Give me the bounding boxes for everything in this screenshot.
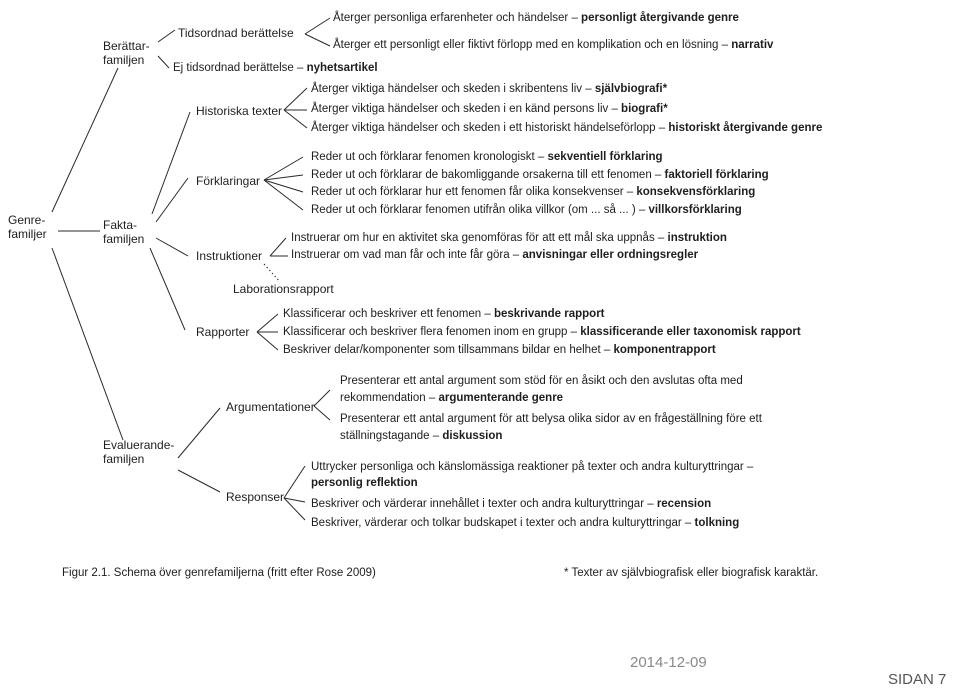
entry-klassificerande-rapport: Klassificerar och beskriver flera fenomen inom en grupp – klassificerande eller taxonomisk rapport xyxy=(283,326,801,338)
entry-biografi: Återger viktiga händelser och skeden i en känd persons liv – biografi* xyxy=(311,103,668,115)
entry-historiskt-atergivande: Återger viktiga händelser och skeden i ett historiskt händelseförlopp – historiskt återgivande genre xyxy=(311,122,823,134)
entry-faktoriell-forklaring: Reder ut och förklarar de bakomliggande orsakerna till ett fenomen – faktoriell förklaring xyxy=(311,169,769,181)
entry-anvisningar: Instruerar om vad man får och inte får göra – anvisningar eller ordningsregler xyxy=(291,249,699,261)
entry-recension: Beskriver och värderar innehållet i texter och andra kulturyttringar – recension xyxy=(311,498,712,510)
entry-personligt-atergivande: Återger personliga erfarenheter och händelser – personligt återgivande genre xyxy=(333,12,739,24)
page-number: SIDAN 7 xyxy=(888,671,947,688)
subgroup-forklaringar: Förklaringar xyxy=(196,174,261,188)
group-evaluerande-familjen: Evaluerande- familjen xyxy=(103,438,175,466)
group-berattarfamiljen: Berättar- familjen xyxy=(103,39,150,67)
entry-komponentrapport: Beskriver delar/komponenter som tillsammans bildar en helhet – komponentrapport xyxy=(283,344,716,356)
group-genre-familjer: Genre- familjer xyxy=(8,213,47,241)
entry-diskussion-line1: Presenterar ett antal argument för att belysa olika sidor av en frågeställning före ett xyxy=(340,413,762,425)
subgroup-historiska-texter: Historiska texter xyxy=(196,104,283,118)
entry-sekventiell-forklaring: Reder ut och förklarar fenomen kronologiskt – sekventiell förklaring xyxy=(311,151,663,163)
subgroup-tidsordnad: Tidsordnad berättelse xyxy=(178,26,294,40)
entry-tolkning: Beskriver, värderar och tolkar budskapet i texter och andra kulturyttringar – tolkning xyxy=(311,517,740,529)
group-faktafamiljen: Fakta- familjen xyxy=(103,218,145,246)
entry-sjalvbiografi: Återger viktiga händelser och skeden i skribentens liv – självbiografi* xyxy=(311,83,668,95)
entry-argumenterande-genre: rekommendation – argumenterande genre xyxy=(340,392,564,404)
entry-personlig-reflektion: personlig reflektion xyxy=(311,477,418,489)
entry-argumenterande-line1: Presenterar ett antal argument som stöd för en åsikt och den avslutas ofta med xyxy=(340,375,743,387)
subgroup-argumentationer: Argumentationer xyxy=(226,400,315,414)
figure-caption: Figur 2.1. Schema över genrefamiljerna (fritt efter Rose 2009) xyxy=(62,567,376,579)
entry-konsekvensforklaring: Reder ut och förklarar hur ett fenomen får olika konsekvenser – konsekvensförklaring xyxy=(311,186,756,198)
entry-narrativ: Återger ett personligt eller fiktivt förlopp med en komplikation och en lösning – narrativ xyxy=(333,39,774,51)
entry-instruktion: Instruerar om hur en aktivitet ska genomföras för att ett mål ska uppnås – instruktion xyxy=(291,232,727,244)
subgroup-instruktioner: Instruktioner xyxy=(196,249,263,263)
footnote: * Texter av självbiografisk eller biografisk karaktär. xyxy=(564,567,819,579)
date-stamp: 2014-12-09 xyxy=(630,654,707,671)
entry-villkorsforklaring: Reder ut och förklarar fenomen utifrån olika villkor (om ... så ... ) – villkorsförklaring xyxy=(311,204,742,216)
entry-personlig-reflektion-line1: Uttrycker personliga och känslomässiga reaktioner på texter och andra kulturyttringar – xyxy=(311,461,754,473)
subgroup-laborationsrapport: Laborationsrapport xyxy=(233,282,334,296)
subgroup-responser: Responser xyxy=(226,490,285,504)
subgroup-rapporter: Rapporter xyxy=(196,325,250,339)
entry-diskussion: ställningstagande – diskussion xyxy=(340,430,503,442)
entry-beskrivande-rapport: Klassificerar och beskriver ett fenomen – beskrivande rapport xyxy=(283,308,605,320)
entry-nyhetsartikel: Ej tidsordnad berättelse – nyhetsartikel xyxy=(173,62,378,74)
